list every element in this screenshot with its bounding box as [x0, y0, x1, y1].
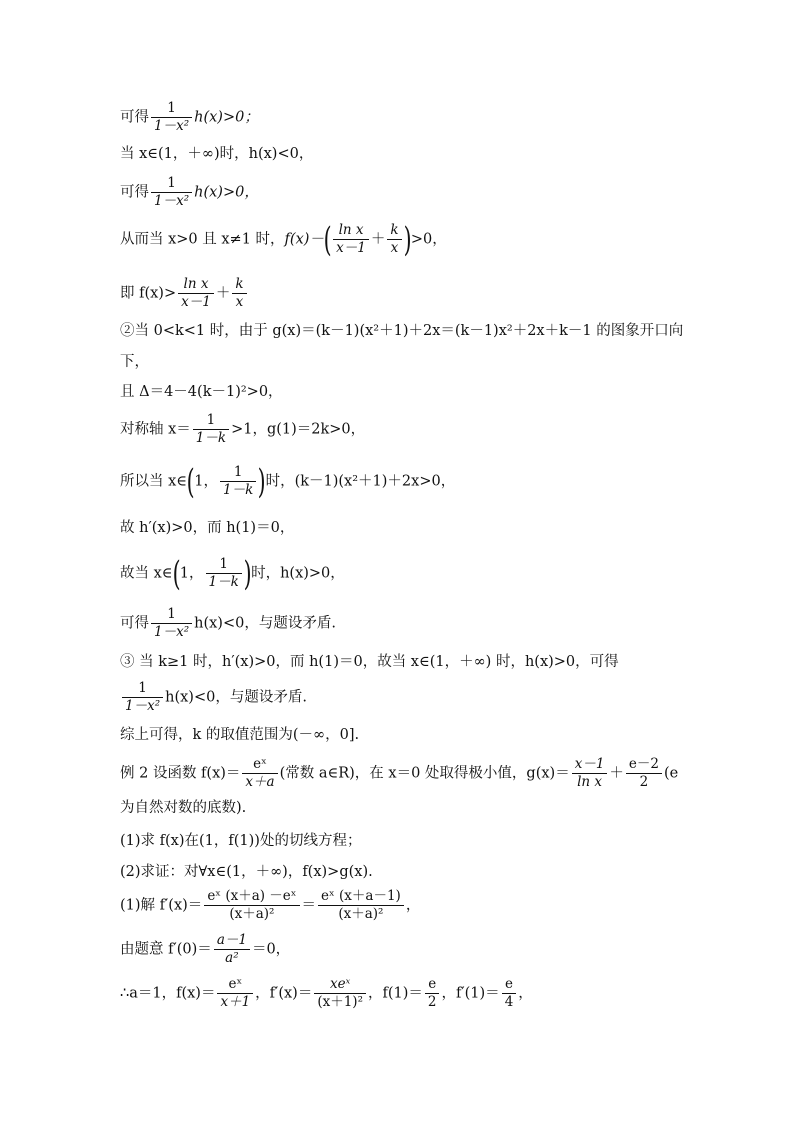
line-9: [120, 412, 674, 447]
fraction: [217, 976, 253, 1011]
text: 从而当 x>0 且 x≠1 时，: [120, 231, 285, 248]
line-19: [120, 831, 674, 851]
line-4: [120, 219, 674, 260]
text: f(x)－: [284, 231, 324, 248]
numerator: eˣ (x＋a－1): [318, 888, 404, 906]
line-1: [120, 100, 674, 135]
denominator: 1－x²: [154, 624, 190, 640]
text: 综上可得，k 的取值范围为(－∞，0].: [120, 727, 360, 743]
left-paren: (: [323, 219, 332, 260]
fraction: [151, 175, 192, 210]
line-15: [120, 680, 674, 715]
text: ＝: [301, 897, 317, 914]
text: h(x)>0；: [194, 109, 259, 126]
denominator: 1－x²: [154, 118, 190, 134]
numerator: eˣ: [242, 756, 277, 774]
line-22: [120, 932, 674, 967]
line-6: [120, 321, 684, 341]
text: h(x)<0，与题设矛盾.: [194, 615, 336, 632]
numerator: 1: [151, 100, 192, 118]
text: ，: [518, 985, 533, 1002]
fraction: [626, 756, 662, 791]
numerator: 1: [220, 464, 256, 482]
text: 例 2 设函数 f(x)＝: [120, 765, 241, 782]
text: 可得: [120, 184, 149, 201]
text: ＝0，: [251, 941, 291, 958]
denominator: 1－k: [195, 430, 227, 446]
line-14: [120, 652, 674, 672]
numerator: 1: [206, 556, 242, 574]
numerator: e: [502, 976, 517, 994]
text: ∴a＝1，f(x)＝: [120, 985, 216, 1002]
text: h(x)<0，与题设矛盾.: [165, 689, 307, 706]
numerator: eˣ: [217, 976, 253, 994]
fraction: [572, 756, 608, 791]
line-2: [120, 144, 674, 164]
text: 时，(k－1)(x²＋1)＋2x>0，: [265, 473, 456, 490]
numerator: 1: [151, 606, 192, 624]
line-10: [120, 461, 674, 502]
left-paren: (: [186, 461, 195, 502]
fraction: [387, 222, 401, 257]
fraction: [151, 606, 192, 641]
denominator: ln x: [577, 774, 603, 790]
denominator: 1－x²: [154, 193, 190, 209]
text: 下，: [120, 354, 149, 370]
text: 1，: [194, 473, 219, 490]
text: 且 Δ＝4－4(k－1)²>0，: [120, 384, 283, 400]
text: h(x)>0，: [194, 184, 259, 201]
denominator: 4: [504, 994, 514, 1010]
text: (常数 a∈R)，在 x＝0 处取得极小值，g(x)＝: [279, 765, 570, 782]
line-11: [120, 518, 674, 538]
denominator: x＋a: [245, 774, 275, 790]
text: ，f′(1)＝: [441, 985, 500, 1002]
text: ，: [405, 897, 421, 914]
text: 由题意 f′(0)＝: [120, 941, 212, 958]
text: (1)解 f′(x)＝: [120, 897, 203, 914]
text: >0，: [410, 231, 447, 248]
denominator: (x＋a)²: [338, 906, 384, 922]
text: ，f′(x)＝: [255, 985, 313, 1002]
numerator: 1: [193, 412, 229, 430]
right-paren: ): [257, 461, 266, 502]
numerator: eˣ (x＋a) －eˣ: [204, 888, 299, 906]
right-paren: ): [403, 219, 412, 260]
fraction: [502, 976, 517, 1011]
text: 可得: [120, 109, 149, 126]
fraction: [318, 888, 404, 923]
text: >1，g(1)＝2k>0，: [231, 421, 366, 438]
line-12: [120, 553, 674, 594]
numerator: 1: [151, 175, 192, 193]
numerator: a－1: [214, 932, 250, 950]
text: ③ 当 k≥1 时，h′(x)>0，而 h(1)＝0，故当 x∈(1，＋∞) 时，h(x)>0，可得: [120, 654, 619, 670]
line-17: [120, 756, 679, 791]
line-18: [120, 798, 674, 818]
line-5: [120, 276, 674, 311]
numerator: ln x: [178, 276, 214, 294]
denominator: x＋1: [220, 994, 251, 1010]
fraction: [204, 888, 299, 923]
line-7: [120, 352, 674, 372]
line-3: [120, 175, 674, 210]
denominator: 2: [427, 994, 437, 1010]
numerator: k: [387, 222, 401, 240]
text: ，f(1)＝: [367, 985, 423, 1002]
denominator: x: [235, 294, 244, 310]
text: 故当 x∈: [120, 565, 173, 582]
line-20: [120, 862, 674, 882]
text: ＋: [609, 765, 624, 782]
text: (2)求证：对∀x∈(1，＋∞)，f(x)>g(x).: [120, 864, 373, 880]
fraction: [220, 464, 256, 499]
text: 当 x∈(1，＋∞)时，h(x)<0，: [120, 146, 314, 162]
numerator: e: [425, 976, 440, 994]
denominator: (x＋a)²: [229, 906, 275, 922]
denominator: x－1: [181, 294, 211, 310]
line-23: [120, 976, 674, 1011]
numerator: xeˣ: [314, 976, 366, 994]
text: ＋: [370, 231, 386, 248]
fraction: [232, 276, 246, 311]
text: 可得: [120, 615, 149, 632]
denominator: 1－x²: [125, 698, 161, 714]
line-8: [120, 382, 674, 402]
denominator: 1－k: [208, 574, 239, 590]
fraction: [314, 976, 366, 1011]
fraction: [214, 932, 250, 967]
text: ＋: [215, 285, 231, 302]
fraction: [425, 976, 440, 1011]
numerator: 1: [122, 680, 163, 698]
denominator: x－1: [336, 240, 366, 256]
fraction: [242, 756, 277, 791]
fraction: [178, 276, 214, 311]
denominator: x: [390, 240, 399, 256]
numerator: ln x: [333, 222, 369, 240]
right-paren: ): [243, 553, 252, 594]
text: 即 f(x)>: [120, 285, 177, 302]
fraction: [206, 556, 242, 591]
fraction: [151, 100, 192, 135]
line-13: [120, 606, 674, 641]
text: (e: [664, 765, 679, 782]
text: 对称轴 x＝: [120, 421, 191, 438]
denominator: 2: [639, 774, 649, 790]
text: ②当 0<k<1 时，由于 g(x)＝(k－1)(x²＋1)＋2x＝(k－1)x²＋2x＋k－1 的图象开口向: [120, 323, 684, 339]
denominator: a²: [225, 950, 239, 966]
text: 1，: [179, 565, 204, 582]
left-paren: (: [172, 553, 181, 594]
fraction: [193, 412, 229, 447]
text: 时，h(x)>0，: [251, 565, 345, 582]
text: 故 h′(x)>0，而 h(1)＝0，: [120, 520, 295, 536]
fraction: [333, 222, 369, 257]
numerator: x－1: [572, 756, 608, 774]
fraction: [122, 680, 163, 715]
numerator: k: [232, 276, 246, 294]
text: (1)求 f(x)在(1，f(1))处的切线方程；: [120, 833, 362, 849]
denominator: 1－k: [223, 482, 254, 498]
text: 所以当 x∈: [120, 473, 188, 490]
text: 为自然对数的底数).: [120, 800, 247, 816]
line-16: [120, 725, 674, 745]
line-21: [120, 888, 674, 923]
numerator: e－2: [626, 756, 662, 774]
denominator: (x＋1)²: [317, 994, 363, 1010]
